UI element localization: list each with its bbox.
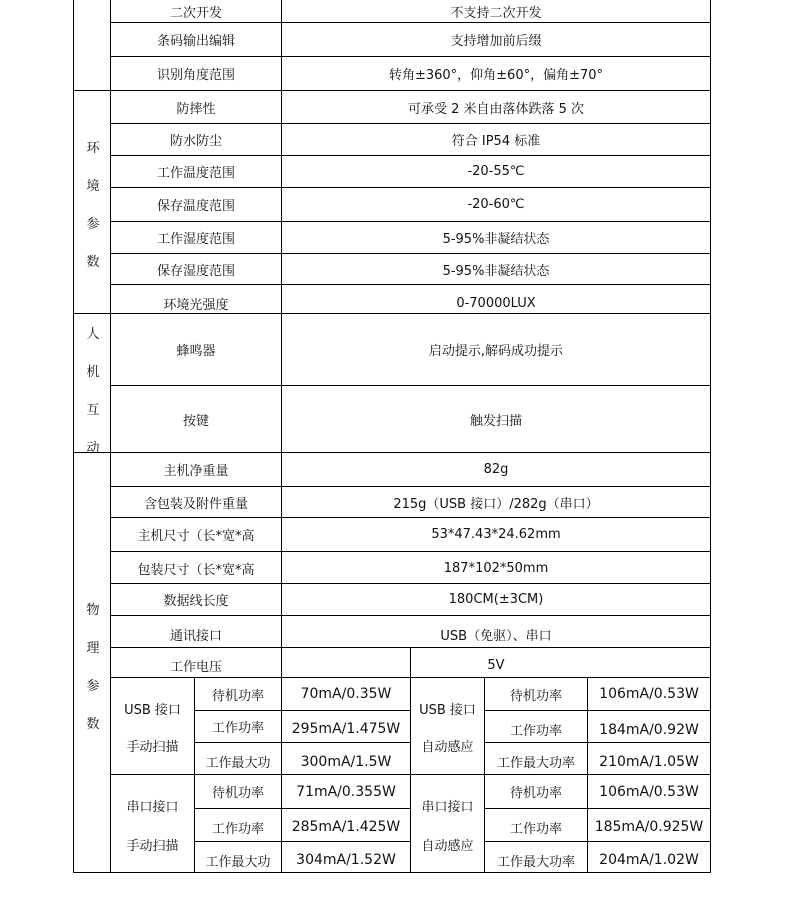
row-label: 二次开发 — [169, 5, 222, 21]
section-label-environment: 环 境 参 数 — [86, 141, 100, 270]
row-value: 53*47.43*24.62mm — [431, 527, 561, 542]
row-value: 5V — [487, 658, 505, 673]
row-label: 条码输出编辑 — [156, 34, 235, 49]
table-left-border — [73, 0, 74, 873]
row-label: 主机尺寸（长*宽*高 — [137, 529, 255, 544]
power-value: 71mA/0.355W — [296, 783, 396, 800]
power-label: 待机功率 — [211, 786, 264, 801]
row-value: 5-95%非凝结状态 — [442, 263, 550, 279]
serial-auto-interface-label: 串口接口 — [421, 799, 474, 815]
usb-interface-label: USB 接口 — [124, 702, 181, 718]
serial-auto-label: 自动感应 — [421, 838, 474, 854]
power-value: 70mA/0.35W — [300, 686, 392, 702]
row-value: 187*102*50mm — [443, 561, 549, 576]
row-label: 按键 — [182, 413, 209, 429]
serial-manual-label: 手动扫描 — [126, 838, 179, 854]
power-label: 工作功率 — [509, 821, 562, 837]
row-label: 识别角度范围 — [156, 68, 235, 83]
row-value: 支持增加前后缀 — [450, 34, 542, 49]
row-label: 蜂鸣器 — [176, 344, 216, 359]
row-label: 含包装及附件重量 — [143, 496, 248, 512]
row-value: 不支持二次开发 — [450, 5, 542, 21]
power-label: 待机功率 — [509, 688, 562, 704]
power-value: 295mA/1.475W — [291, 721, 401, 737]
power-value: 210mA/1.05W — [599, 753, 699, 770]
row-label: 通讯接口 — [169, 628, 222, 644]
row-value: 可承受 2 米自由落体跌落 5 次 — [407, 101, 585, 117]
row-label: 保存湿度范围 — [156, 263, 235, 279]
row-value: 转角±360°，仰角±60°，偏角±70° — [388, 68, 604, 83]
power-value: 204mA/1.02W — [599, 852, 699, 868]
power-value: 285mA/1.425W — [291, 819, 401, 835]
row-label: 保存温度范围 — [156, 199, 235, 214]
power-label: 工作功率 — [211, 821, 264, 837]
row-value: 215g（USB 接口）/282g（串口） — [393, 496, 599, 512]
power-label: 待机功率 — [211, 688, 264, 704]
row-value: 180CM(±3CM) — [448, 592, 544, 607]
power-label: 工作功率 — [211, 721, 264, 736]
row-label: 数据线长度 — [163, 594, 229, 609]
power-label: 工作最大功 — [205, 854, 271, 870]
serial-interface-label: 串口接口 — [126, 799, 179, 815]
power-label: 工作最大功 — [205, 756, 271, 771]
power-value: 106mA/0.53W — [599, 783, 699, 800]
power-value: 185mA/0.925W — [594, 819, 704, 835]
row-value: 启动提示,解码成功提示 — [428, 344, 564, 359]
row-label: 工作电压 — [169, 660, 222, 675]
row-value: -20-55℃ — [467, 164, 525, 179]
section-label-hci: 人 机 互 动 — [86, 327, 100, 456]
row-value: 触发扫描 — [469, 413, 522, 429]
usb-manual-label: 手动扫描 — [126, 739, 179, 755]
power-value: 304mA/1.52W — [296, 852, 396, 868]
power-label: 工作功率 — [509, 724, 562, 739]
row-value: 0-70000LUX — [456, 295, 536, 311]
row-value: -20-60℃ — [467, 197, 525, 212]
row-label: 防摔性 — [176, 101, 216, 117]
row-value: 5-95%非凝结状态 — [442, 232, 550, 247]
row-value: 82g — [483, 462, 509, 477]
power-value: 300mA/1.5W — [300, 753, 392, 770]
section-label-physical: 物 理 参 数 — [86, 603, 100, 732]
power-label: 待机功率 — [509, 786, 562, 801]
row-value: USB（免驱）、串口 — [440, 628, 552, 644]
row-label: 主机净重量 — [163, 464, 229, 479]
row-value: 符合 IP54 标准 — [451, 134, 541, 149]
power-value: 184mA/0.92W — [599, 721, 699, 738]
power-label: 工作最大功率 — [496, 854, 575, 870]
power-label: 工作最大功率 — [496, 756, 575, 771]
row-label: 防水防尘 — [169, 134, 222, 149]
row-label: 环境光强度 — [163, 297, 229, 313]
table-right-border — [710, 0, 711, 873]
power-value: 106mA/0.53W — [599, 686, 699, 702]
row-label: 工作湿度范围 — [156, 232, 235, 247]
row-label: 包装尺寸（长*宽*高 — [137, 563, 255, 578]
usb-auto-label: 自动感应 — [421, 739, 474, 755]
row-label: 工作温度范围 — [156, 166, 235, 181]
usb-auto-interface-label: USB 接口 — [419, 702, 476, 718]
